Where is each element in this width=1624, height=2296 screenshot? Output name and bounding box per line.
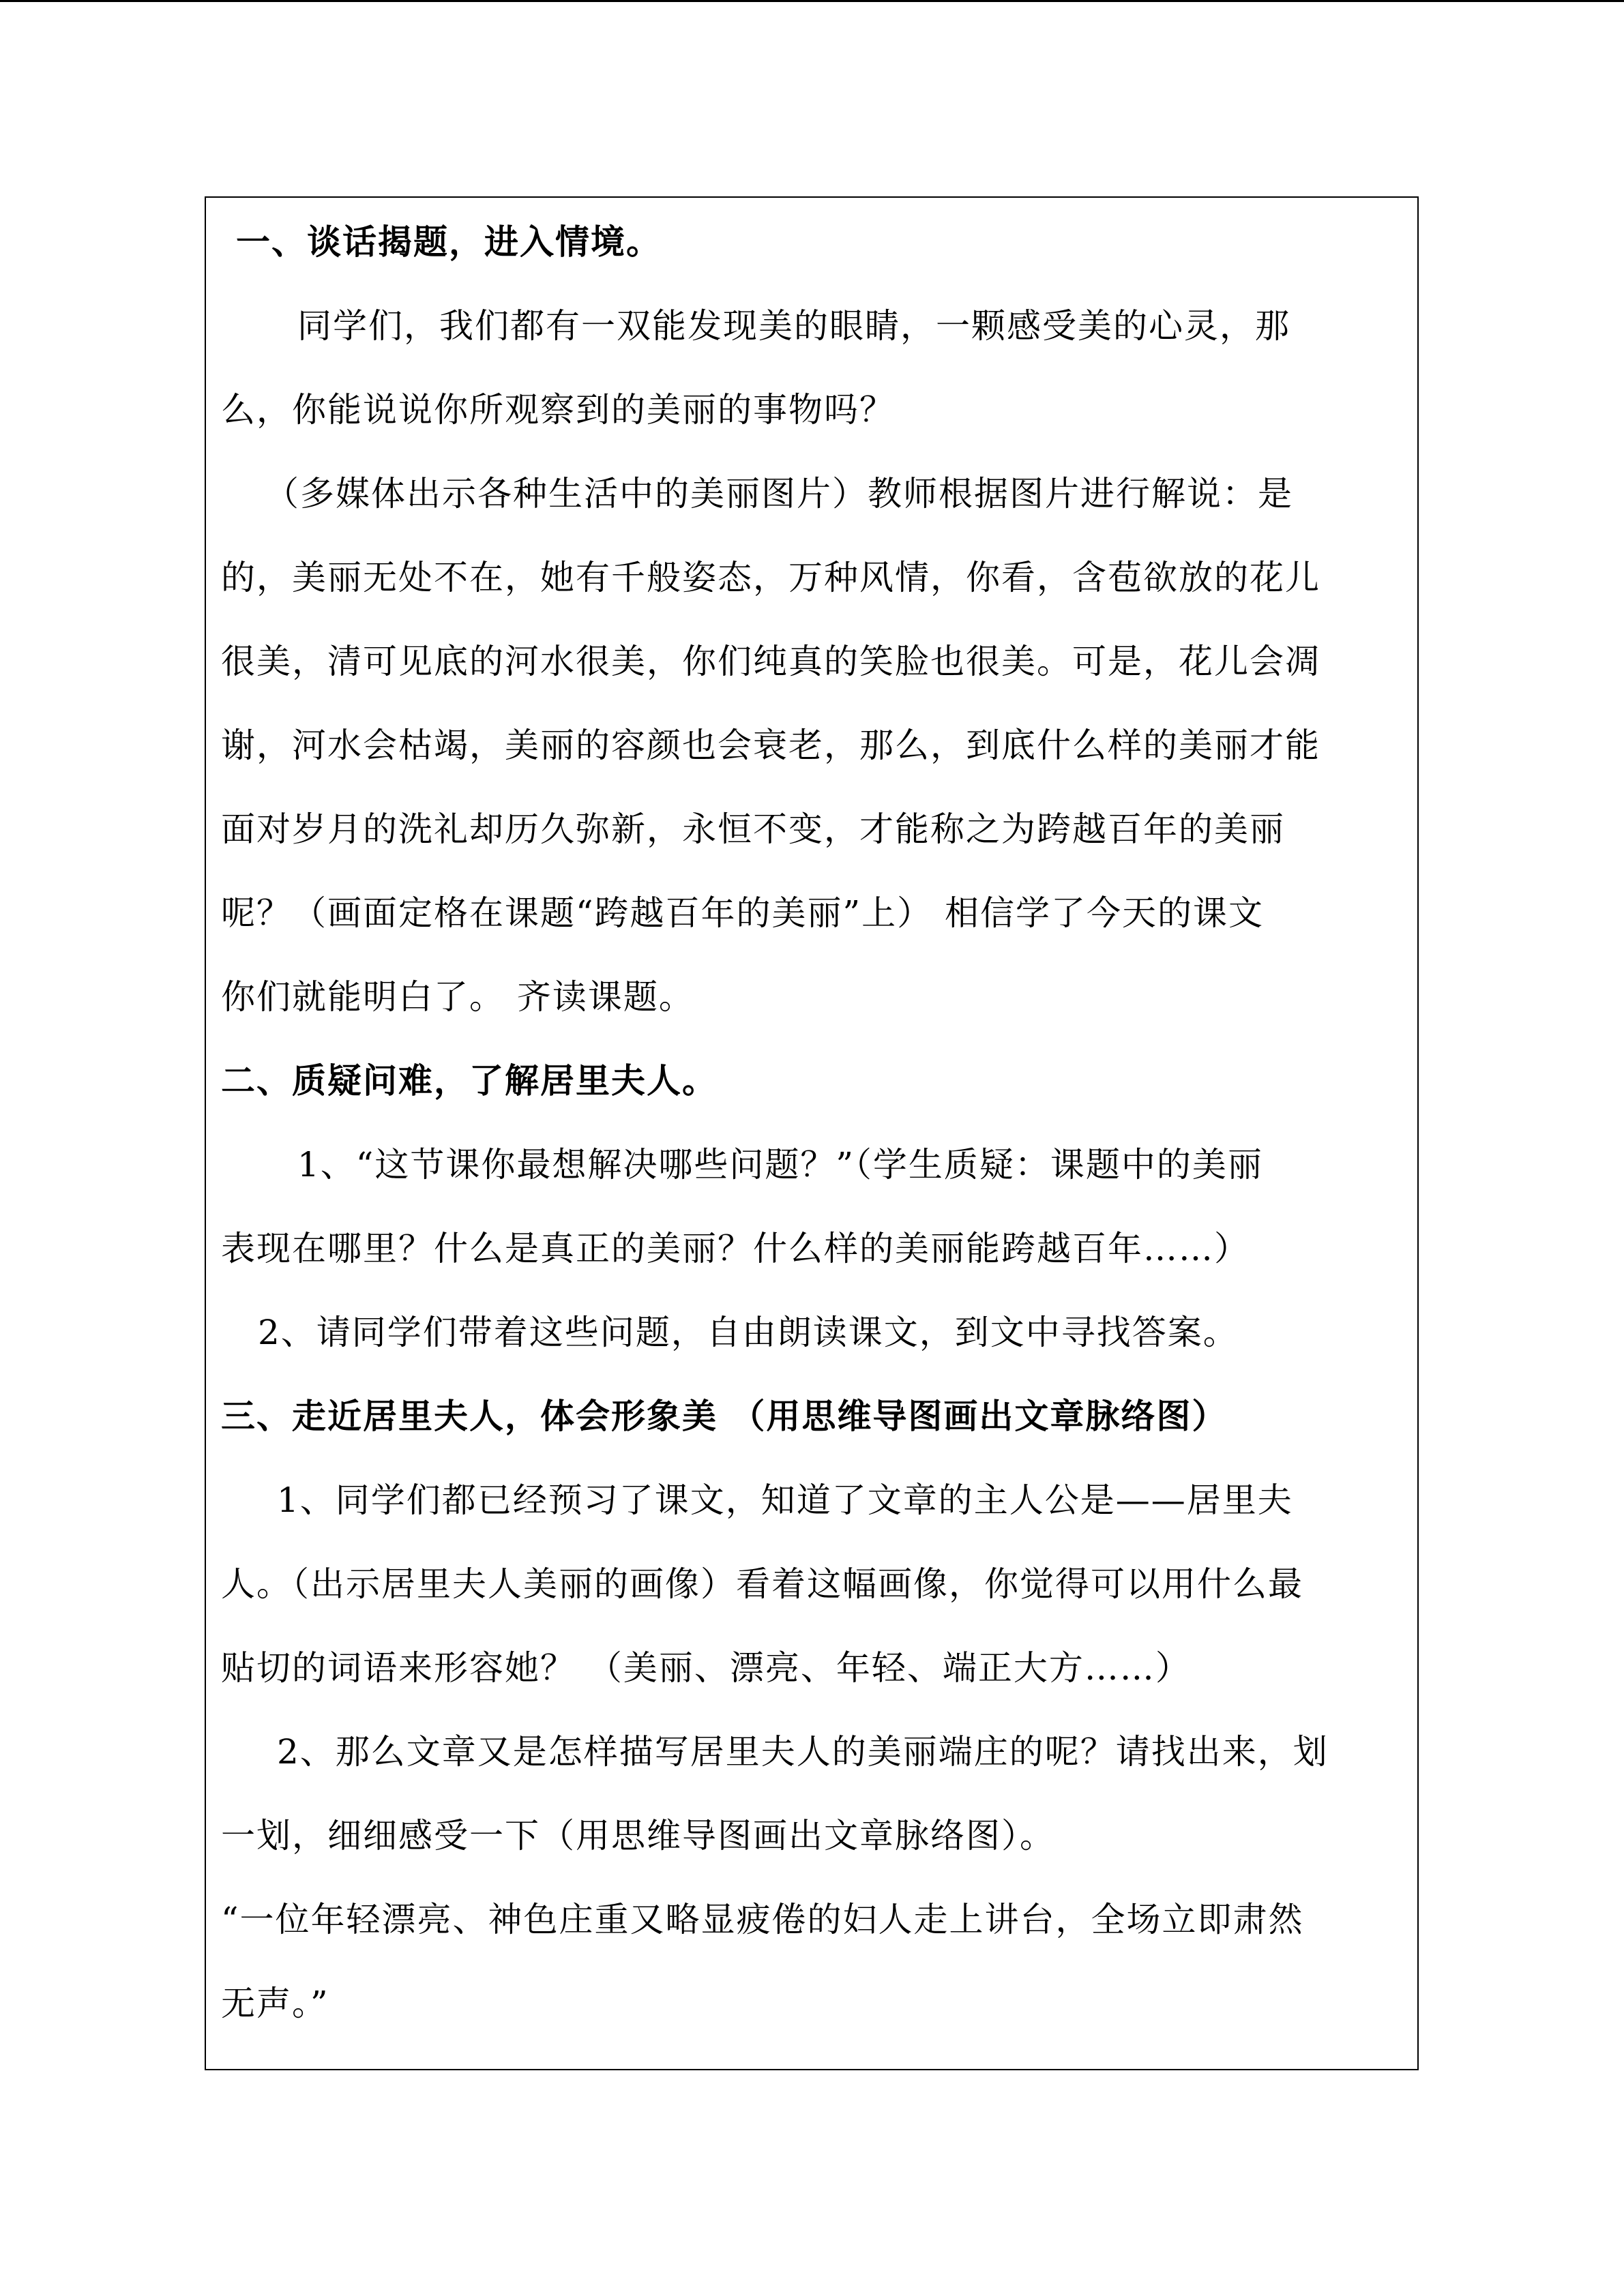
page-top-edge [0,0,1624,2]
heading-section-2: 二、质疑问难，了解居里夫人。 [221,1060,718,1101]
text-line: 同学们，我们都有一双能发现美的眼睛，一颗感受美的心灵，那 [297,306,1290,346]
text-line: 么，你能说说你所观察到的美丽的事物吗？ [221,390,895,430]
text-line: 的，美丽无处不在，她有千般姿态，万种风情，你看，含苞欲放的花儿 [221,558,1320,597]
text-line: 呢？（画面定格在课题“跨越百年的美丽”上） 相信学了今天的课文 [221,893,1265,933]
text-line: 很美，清可见底的河水很美，你们纯真的笑脸也很美。可是，花儿会凋 [221,642,1320,681]
text-line: 表现在哪里？什么是真正的美丽？什么样的美丽能跨越百年……） [221,1229,1250,1268]
text-line: 贴切的词语来形容她？ （美丽、漂亮、年轻、端正大方……） [221,1648,1191,1688]
lesson-plan-box [205,196,1419,2070]
text-line: 无声。” [221,1984,329,2023]
text-line: 人。（出示居里夫人美丽的画像）看着这幅画像，你觉得可以用什么最 [221,1564,1303,1604]
heading-section-1: 一、谈话揭题，进入情境。 [236,222,662,262]
text-line: 1、同学们都已经预习了课文，知道了文章的主人公是——居里夫 [277,1480,1293,1520]
text-line: 一划，细细感受一下（用思维导图画出文章脉络图）。 [221,1816,1055,1855]
text-line: （多媒体出示各种生活中的美丽图片）教师根据图片进行解说：是 [265,474,1293,513]
text-line: 面对岁月的洗礼却历久弥新，永恒不变，才能称之为跨越百年的美丽 [221,809,1285,849]
text-line: 2、那么文章又是怎样描写居里夫人的美丽端庄的呢？请找出来，划 [277,1732,1329,1772]
text-line: 1、“这节课你最想解决哪些问题？”（学生质疑：课题中的美丽 [297,1145,1263,1184]
text-line: “一位年轻漂亮、神色庄重又略显疲倦的妇人走上讲台，全场立即肃然 [221,1900,1304,1939]
heading-section-3: 三、走近居里夫人，体会形象美 （用思维导图画出文章脉络图） [221,1396,1228,1436]
text-line: 你们就能明白了。 齐读课题。 [221,977,694,1017]
text-line: 谢，河水会枯竭，美丽的容颜也会衰老，那么，到底什么样的美丽才能 [221,726,1320,765]
text-line: 2、请同学们带着这些问题，自由朗读课文，到文中寻找答案。 [258,1313,1239,1352]
